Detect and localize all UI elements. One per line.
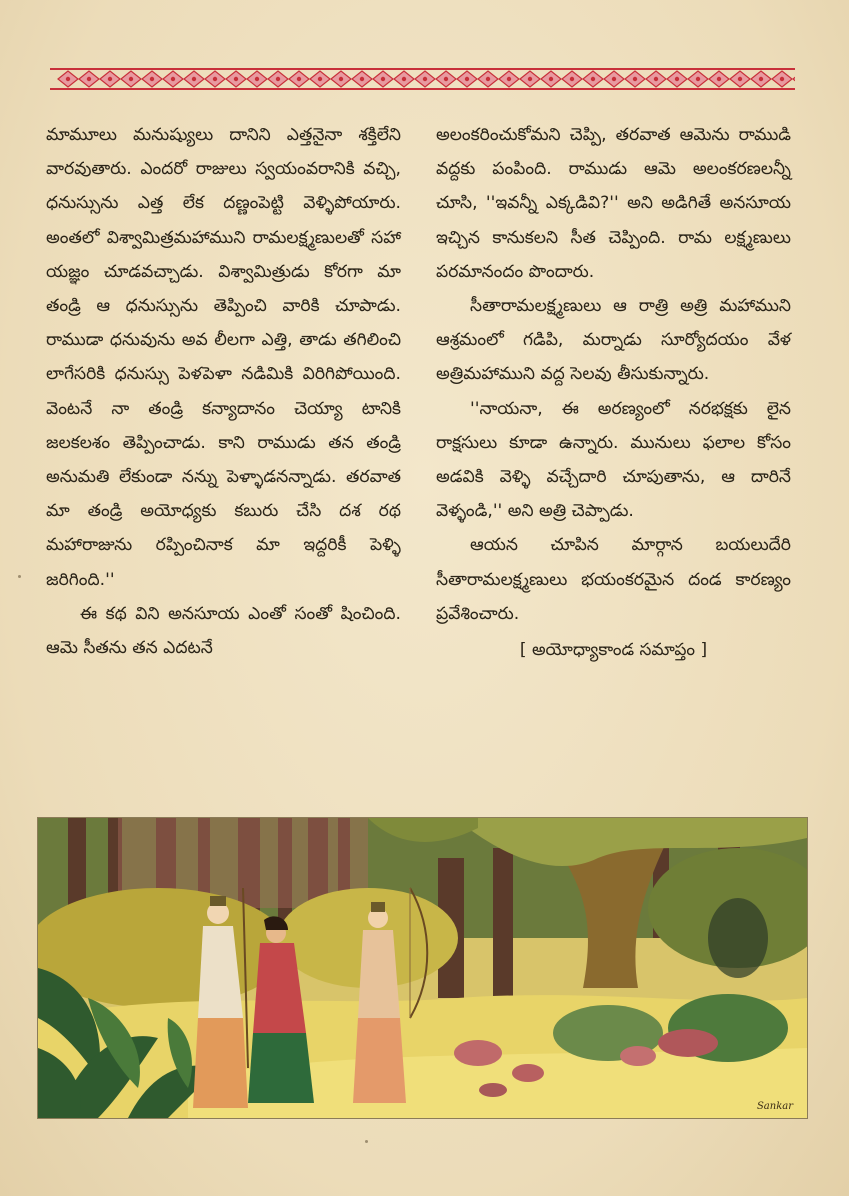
border-dot [402,77,406,81]
border-dot [129,77,133,81]
border-dot [150,77,154,81]
border-dot [591,77,595,81]
right-paragraph-3: ''నాయనా, ఈ అరణ్యంలో నరభక్షకు లైన రాక్షసులు కూడా ఉన్నారు. మునులు ఫలాల కోసం అడవికి వెళ్ళి వచ్చేదారి చూపుతాను, ఆ దారినే వెళ్ళండి,'' అని అత్రి చెప్పాడు. [436,398,791,522]
border-dot [633,77,637,81]
paper-speck [365,1140,368,1143]
right-paragraph-1: అలంకరించుకోమని చెప్పి, తరవాత ఆమెను రాముడి వద్దకు పంపింది. రాముడు ఆమె అలంకరణలన్నీ చూసి, ''ఇవన్నీ ఎక్కడివి?'' అని అడిగితే అనసూయ ఇచ్చిన కానుకలని సీత చెప్పింది. రామ లక్ష్మణులు పరమానందం పొందారు. [436,125,791,282]
border-dot [108,77,112,81]
left-text-column [46,118,401,665]
border-dot [318,77,322,81]
border-dot [192,77,196,81]
right-text-column [436,118,791,667]
decorative-border-band [50,66,795,92]
border-dot [759,77,763,81]
diamond-border-icon [50,66,795,92]
section-end-marker: [ అయోధ్యాకాండ సమాప్తం ] [519,640,708,661]
border-dot [717,77,721,81]
forest-scene-illustration [37,817,808,1119]
border-dot [360,77,364,81]
border-dot [213,77,217,81]
border-dot [234,77,238,81]
artist-signature: Sankar [756,1101,793,1112]
border-dot [255,77,259,81]
border-dot [675,77,679,81]
border-dot [444,77,448,81]
border-dot [570,77,574,81]
border-dot [528,77,532,81]
border-diamond [793,71,795,87]
left-paragraph-2: ఈ కథ విని అనసూయ ఎంతో సంతో షించింది. ఆమె సీతను తన ఎదటనే [46,603,401,659]
border-dot [549,77,553,81]
border-dot [423,77,427,81]
border-dot [465,77,469,81]
border-dot [507,77,511,81]
border-dot [339,77,343,81]
border-dot [66,77,70,81]
border-dot [780,77,784,81]
border-dot [696,77,700,81]
border-dot [381,77,385,81]
border-dot [738,77,742,81]
border-dot [654,77,658,81]
right-paragraph-2: సీతారామలక్ష్మణులు ఆ రాత్రి అత్రి మహాముని ఆశ్రమంలో గడిపి, మర్నాడు సూర్యోదయం వేళ అత్రిమహాముని వద్ద సెలవు తీసుకున్నారు. [436,296,791,385]
border-dot [276,77,280,81]
border-dot [612,77,616,81]
paper-speck [18,575,21,578]
border-dot [297,77,301,81]
forest-illustration-icon [38,818,807,1118]
border-dot [171,77,175,81]
left-paragraph-1: మామూలు మనుష్యులు దానిని ఎత్తనైనా శక్తిలేని వారవుతారు. ఎందరో రాజులు స్వయంవరానికి వచ్చి, ధనుస్సును ఎత్త లేక దణ్ణంపెట్టి వెళ్ళిపోయారు. అంతలో విశ్వామిత్రమహాముని రామలక్ష్మణులతో సహా యజ్ఞం చూడవచ్చాడు. విశ్వామిత్రుడు కోరగా మా తండ్రి ఆ ధనుస్సును తెప్పించి వారికి చూపాడు. రాముడా ధనువును అవ లీలగా ఎత్తి, తాడు తగిలించి లాగేసరికి ధనుస్సు పెళపెళా నడిమికి విరిగిపోయింది. వెంటనే నా తండ్రి కన్యాదానం చెయ్యా టానికి జలకలశం తెప్పించాడు. కాని రాముడు తన తండ్రి అనుమతి లేకుండా నన్ను పెళ్ళాడనన్నాడు. తరవాత మా తండ్రి అయోధ్యకు కబురు చేసి దశ రథ మహారాజును రప్పించినాక మా ఇద్దరికీ పెళ్ళి జరిగింది.'' [46,125,401,590]
border-dot [87,77,91,81]
border-dot [486,77,490,81]
right-paragraph-4: ఆయన చూపిన మార్గాన బయలుదేరి సీతారామలక్ష్మణులు భయంకరమైన దండ కారణ్యం ప్రవేశించారు. [436,535,791,624]
